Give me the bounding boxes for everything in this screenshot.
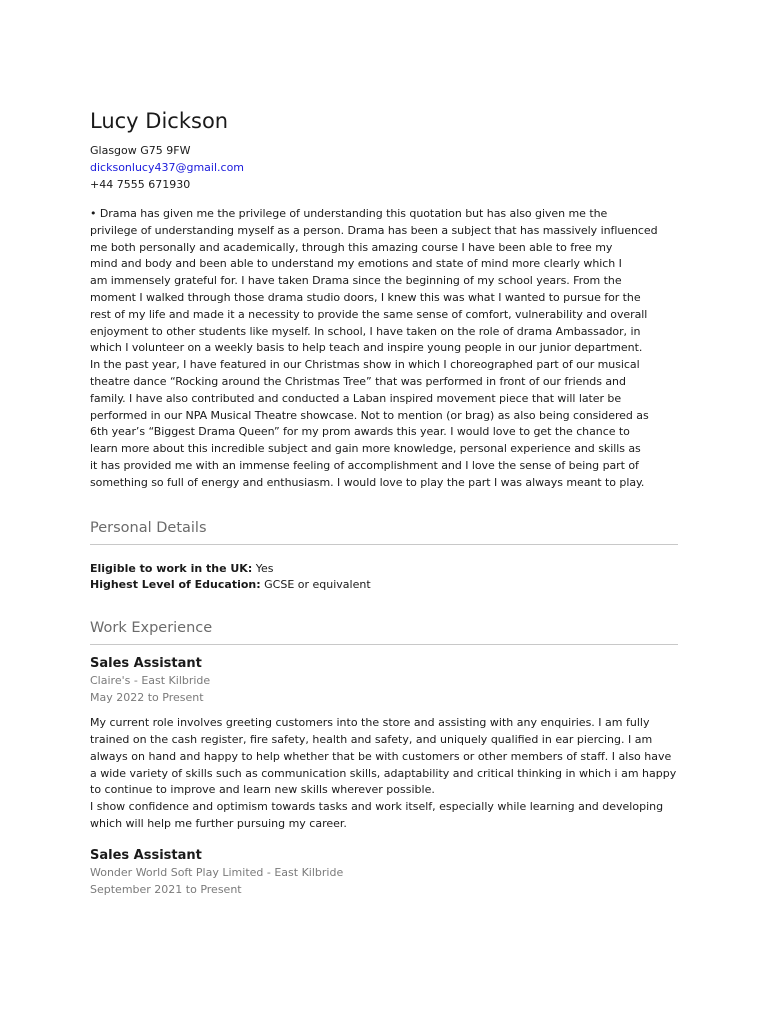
company-name: Claire's [90,674,131,688]
detail-value: GCSE or equivalent [264,578,371,592]
location-text: Glasgow G75 9FW [90,144,191,157]
job-dates: September 2021 to Present [90,882,242,896]
job-title: Sales Assistant [90,847,202,863]
personal-details-list [90,561,678,595]
meta-separator: - [263,865,275,879]
section-divider [90,644,678,645]
work-experience-heading: Work Experience [90,620,213,637]
job-location: East Kilbride [274,865,344,879]
job-employer [90,672,678,689]
summary-paragraph: • Drama has given me the privilege of understanding this quotation but has also given me the privilege of understanding myself as a person. Drama has been a subject that has massively influenced me both personally and academically, through this amazing course I have been able to free my mind and body and been able to understand my emotions and state of mind more clearly which I am immensely grateful for. I have taken Drama since the beginning of my school years. From the moment I walked through those drama studio doors, I knew this was what I wanted to pursue for the rest of my life and made it a necessity to provide the same sense of comfort, vulnerability and overall enjoyment to other students like myself. In school, I have taken on the role of drama Ambassador, in which I volunteer on a weekly basis to help teach and inspire young people in our junior department. In the past year, I have featured in our Christmas show in which I choreographed part of our musical theatre dance “Rocking around the Christmas Tree” that was performed in front of our friends and family. I have also contributed and conducted a Laban inspired movement piece that will later be performed in our NPA Musical Theatre showcase. Not to mention (or brag) as also being considered as 6th year’s “Biggest Drama Queen” for my prom awards this year. I would love to get the chance to learn more about this incredible subject and gain more knowledge, personal experience and skills as it has provided me with an immense feeling of accomplishment and I love the sense of being part of something so full of energy and enthusiasm. I would love to play the part I was always meant to play. [90,207,658,489]
email-link[interactable]: dicksonlucy437@gmail.com [90,161,245,174]
detail-row-education [90,577,678,594]
job-location: East Kilbride [141,674,211,688]
detail-row-work-eligibility [90,561,678,578]
job-entry [90,847,678,898]
detail-value: Yes [255,561,274,575]
job-title: Sales Assistant [90,656,202,672]
personal-details-section [90,518,678,595]
job-employer [90,864,678,881]
company-name: Wonder World Soft Play Limited [90,865,264,879]
meta-separator: - [130,674,142,688]
phone-text: +44 7555 671930 [90,178,191,191]
resume-content [90,108,678,898]
detail-label: Eligible to work in the UK: [90,561,253,575]
personal-details-heading: Personal Details [90,519,207,536]
section-divider [90,544,678,545]
job-description: My current role involves greeting customers into the store and assisting with any enquiries. I am fully trained on the cash register, fire safety, health and safety, and uniquely qualified in ear piercing. I am always on hand and happy to help whether that be with customers or other members of staff. I also have a wide variety of skills such as communication skills, adaptability and critical thinking in which i am happy to continue to improve and learn new skills wherever possible. I show confidence and optimism towards tasks and work itself, especially while learning and developing which will help me further pursuing my career. [90,716,677,830]
detail-label: Highest Level of Education: [90,578,261,592]
job-dates: May 2022 to Present [90,691,204,705]
job-entry [90,655,678,833]
contact-block [90,142,678,193]
candidate-name: Lucy Dickson [90,109,229,133]
work-experience-section [90,618,678,898]
